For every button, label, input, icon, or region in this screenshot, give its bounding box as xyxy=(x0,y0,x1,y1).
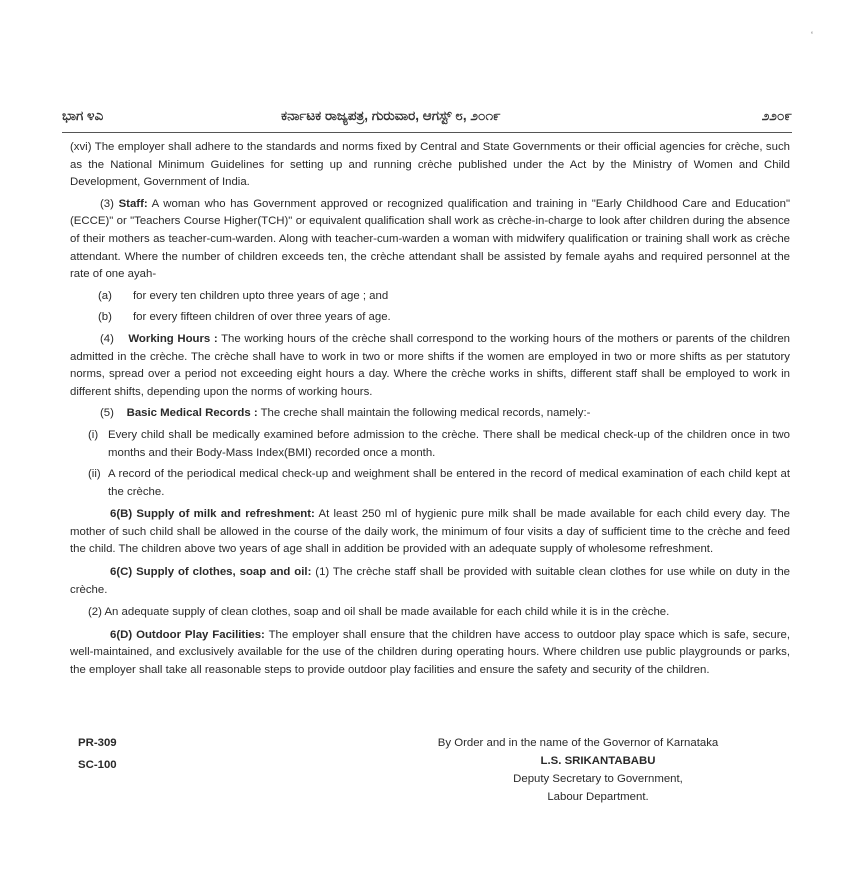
clause-staff xyxy=(70,196,790,284)
list-text: for every ten children upto three years of age ; and xyxy=(133,289,389,302)
clause-6b-milk xyxy=(70,506,790,559)
list-item xyxy=(70,427,790,462)
list-item xyxy=(70,309,790,327)
list-marker: (ii) xyxy=(88,468,101,481)
clause-text: The working hours of the crèche shall correspond to the working hours of the mothers or parents of the children admitted in the crèche. The crèche shall have to work in two or more shifts if the women are employed in two or more shifts as per statutory norms, spread over a period not exceeding eight hours a day. Where the crèche works in shifts, different staff shall be employed to work in different shifts, depending upon the norms of working hours. xyxy=(70,332,790,398)
clause-heading: 6(C) Supply of clothes, soap and oil: xyxy=(110,566,312,579)
header-page-number: ೨೨೦೯ xyxy=(761,108,792,123)
reference-sc: SC-100 xyxy=(78,759,117,771)
signatory-name: L.S. SRIKANTABABU xyxy=(540,755,656,767)
clause-text: The employer shall ensure that the children have access to outdoor play space which is safe, secure, well-maintained, and exclusively available for the use of the children during operating hours. Where children use public playgrounds or parks, the employer shall take all reasonable steps to provide outdoor play facilities and ensure the safety and security of the children. xyxy=(70,628,790,677)
clause-heading: 6(D) Outdoor Play Facilities: xyxy=(110,628,265,641)
page-header xyxy=(62,108,792,128)
list-text: A record of the periodical medical check-up and weighment shall be entered in the record of medical examination of each child kept at the crèche. xyxy=(108,468,790,498)
clause-6d-outdoor xyxy=(70,627,790,680)
list-item xyxy=(70,288,790,306)
list-text: for every fifteen children of over three years of age. xyxy=(133,311,391,324)
clause-working-hours xyxy=(70,331,790,401)
reference-pr: PR-309 xyxy=(78,737,117,749)
clause-6c-clothes xyxy=(70,564,790,599)
corner-mark: ʻ xyxy=(811,30,813,40)
clause-text: A woman who has Government approved or recognized qualification and training in "Early Childhood Care and Education" (ECCE)" or "Teachers Course Higher(TCH)" or equivalent qualification shall work as crèche-in-charge to look after children during the absence of their mothers as teacher-cum-warden. Along with teacher-cum-warden a woman with midwifery qualification or training shall work as crèche attendant. Where the number of children exceeds ten, the crèche attendant shall be assisted by female ayahs and required personnel at the rate of one ayah- xyxy=(70,197,790,281)
clause-heading: 6(B) Supply of milk and refreshment: xyxy=(110,508,315,521)
clause-number: (3) xyxy=(100,197,114,210)
header-part: ಭಾಗ ೪ಎ xyxy=(62,108,104,123)
header-gazette-title: ಕರ್ನಾಟಕ ರಾಜ್ಯಪತ್ರ, ಗುರುವಾರ, ಆಗಸ್ಟ್ ೮, ೨೦೧೯ xyxy=(281,108,501,123)
clause-number: (4) xyxy=(100,332,114,345)
list-marker: (b) xyxy=(98,311,112,324)
clause-text: At least 250 ml of hygienic pure milk shall be made available for each child every day. The mother of such child shall be allowed in the course of the daily work, the minimum of four visits a day of sufficient time to the crèche and feed the child. The children above two years of age shall in addition be provided with an adequate supply of wholesome refreshment. xyxy=(70,508,790,556)
clause-medical-records xyxy=(70,405,790,423)
clause-text: The creche shall maintain the following medical records, namely:- xyxy=(257,407,591,420)
list-text: Every child shall be medically examined before admission to the crèche. There shall be medical check-up of the children once in two months and their Body-Mass Index(BMI) recorded once a month. xyxy=(108,428,790,459)
clause-text: (1) The crèche staff shall be provided with suitable clean clothes for use while on duty in the crèche. xyxy=(70,566,790,596)
clause-heading: Working Hours : xyxy=(128,332,218,345)
signatory-department: Labour Department. xyxy=(547,791,649,803)
document-body xyxy=(70,139,790,680)
clause-xvi: (xvi) The employer shall adhere to the standards and norms fixed by Central and State Governments or their official agencies for crèche, such as the National Minimum Guidelines for setting up and running crèche published under the Act by the Ministry of Women and Child Development, Government of India. xyxy=(70,141,790,189)
list-item xyxy=(70,466,790,501)
order-line: By Order and in the name of the Governor of Karnataka xyxy=(437,737,719,749)
list-marker: (a) xyxy=(98,289,112,302)
list-marker: (i) xyxy=(88,428,99,441)
header-rule xyxy=(62,132,792,133)
clause-heading: Staff: xyxy=(118,197,148,210)
clause-number: (5) xyxy=(100,407,114,420)
clause-heading: Basic Medical Records : xyxy=(126,407,258,420)
signatory-designation: Deputy Secretary to Government, xyxy=(513,773,683,785)
clause-6c-item-2: (2) An adequate supply of clean clothes, soap and oil shall be made available for each child while it is in the crèche. xyxy=(88,606,670,619)
